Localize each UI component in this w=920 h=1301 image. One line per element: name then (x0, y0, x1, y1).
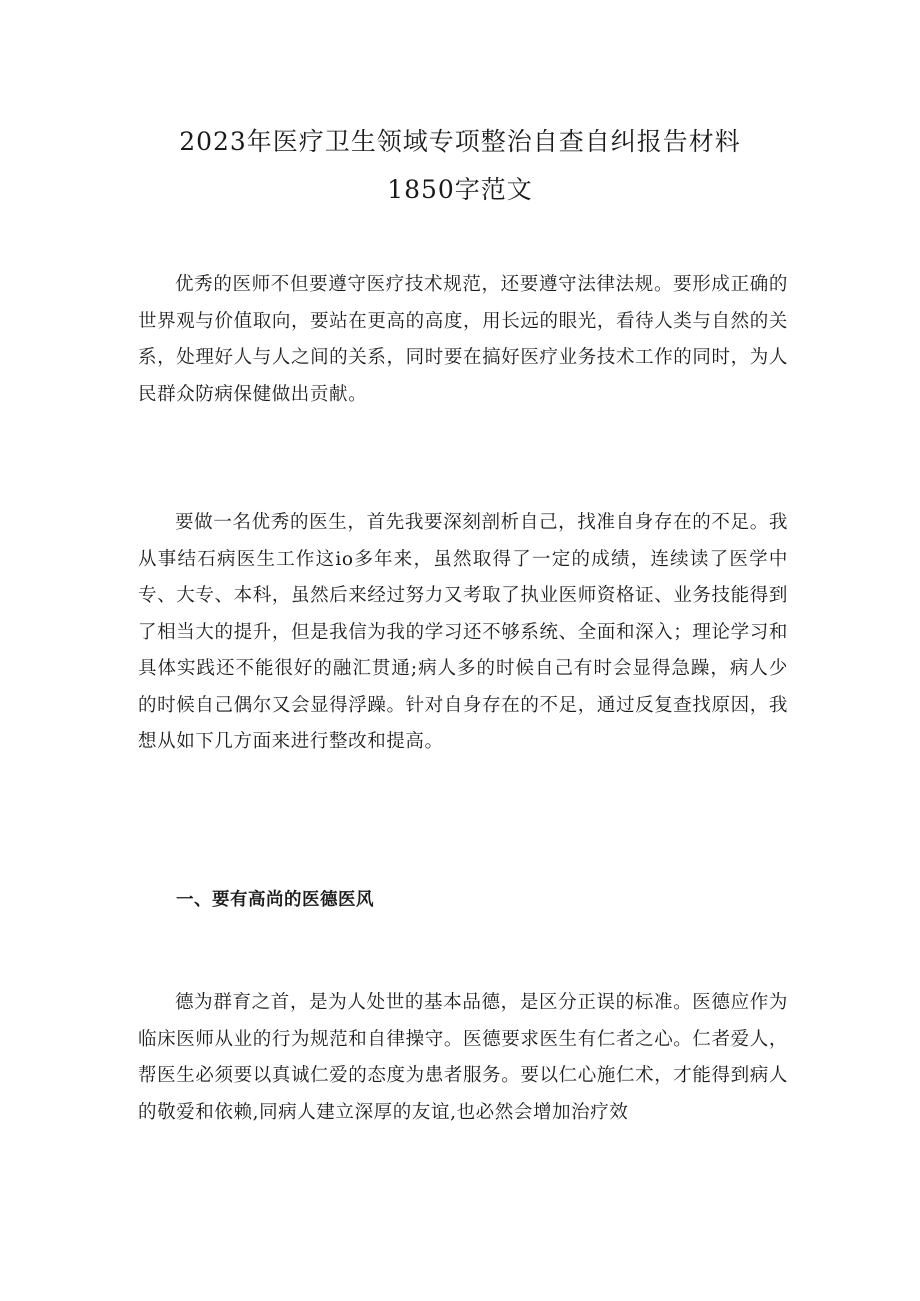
paragraph-medical-ethics: 德为群育之首，是为人处世的基本品德，是区分正误的标准。医德应作为临床医师从业的行为规范和自律操守。医德要求医生有仁者之心。仁者爱人，帮医生必须要以真诚仁爱的态度为患者服务。要以仁心施仁术，才能得到病人的敬爱和依赖,同病人建立深厚的友谊,也必然会增加治疗效 (138, 992, 788, 1123)
document-title (100, 118, 820, 214)
section-heading: 一、要有高尚的医德医风 (176, 890, 374, 910)
paragraph-self-analysis: 要做一名优秀的医生，首先我要深刻剖析自己，找准自身存在的不足。我从事结石病医生工作这io多年来，虽然取得了一定的成绩，连续读了医学中专、大专、本科，虽然后来经过努力又考取了执业医师资格证、业务技能得到了相当大的提升，但是我信为我的学习还不够系统、全面和深入；理论学习和具体实践还不能很好的融汇贯通;病人多的时候自己有时会显得急躁，病人少的时候自己偶尔又会显得浮躁。针对自身存在的不足，通过反复查找原因，我想从如下几方面来进行整改和提高。 (138, 512, 788, 752)
paragraph-intro: 优秀的医师不但要遵守医疗技术规范，还要遵守法律法规。要形成正确的世界观与价值取向，要站在更高的高度，用长远的眼光，看待人类与自然的关系，处理好人与人之间的关系，同时要在搞好医疗业务技术工作的同时，为人民群众防病保健做出贡献。 (138, 274, 788, 405)
title-line-1: 2023年医疗卫生领域专项整治自查自纠报告材料 (179, 127, 741, 156)
title-line-2: 1850字范文 (387, 175, 533, 204)
